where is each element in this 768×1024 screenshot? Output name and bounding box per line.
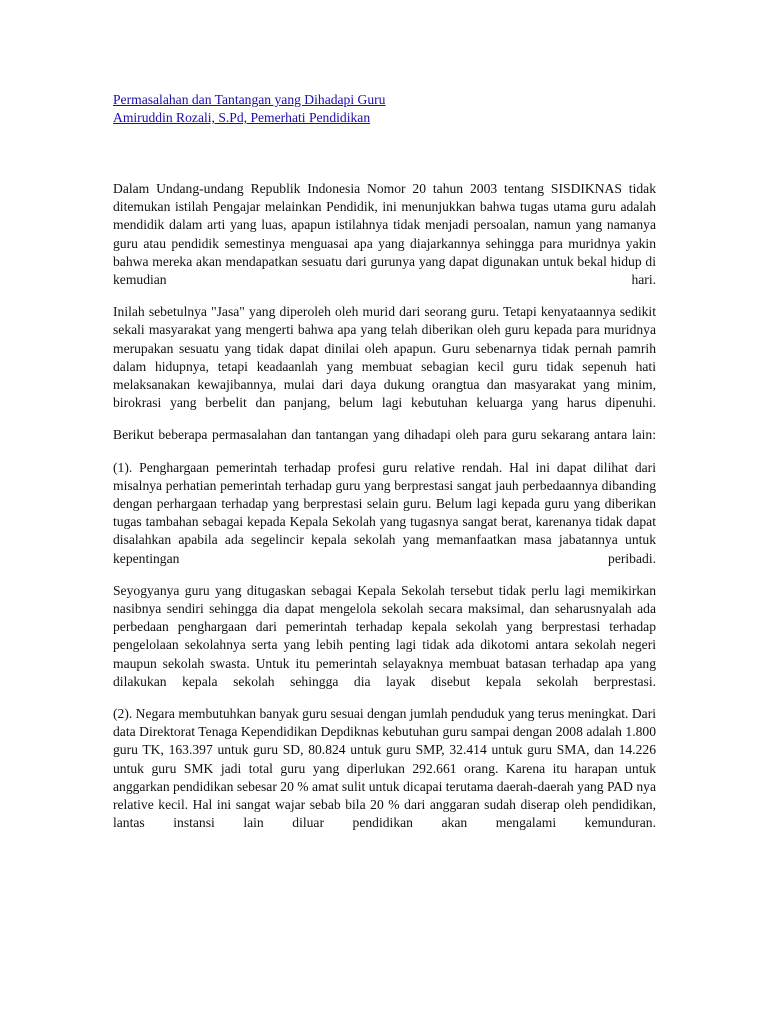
paragraph-point-2: (2). Negara membutuhkan banyak guru sesuai dengan jumlah penduduk yang terus meningkat. Dari data Direktorat Tenaga Kependidikan Depdiknas kebutuhan guru sampai dengan 2008 adalah 1.800 guru TK, 163.397 untuk guru SD, 80.824 untuk guru SMP, 32.414 untuk guru SMA, dan 14.226 untuk guru SMK jadi total guru yang diperlukan 292.661 orang. Karena itu harapan untuk anggarkan pendidikan sebesar 20 % amat sulit untuk dicapai terutama daerah-daerah yang PAD nya relative kecil. Hal ini sangat wajar sebab bila 20 % dari anggaran sudah diserap oleh pendidikan, lantas instansi lain diluar pendidikan akan mengalami kemunduran. (113, 706, 656, 831)
paragraph-list-intro: Berikut beberapa permasalahan dan tantangan yang dihadapi oleh para guru sekarang antara lain: (113, 427, 656, 443)
paragraph-kepala-sekolah: Seyogyanya guru yang ditugaskan sebagai Kepala Sekolah tersebut tidak perlu lagi memikirkan nasibnya sendiri sehingga dia dapat mengelola sekolah secara maksimal, dan seharusnyalah ada perbedaan penghargaan dari pemerintah terhadap kepala sekolah yang berprestasi terhadap pengelolaan sekolahnya serta yang lebih penting lagi tidak ada dikotomi antara sekolah negeri maupun sekolah swasta. Untuk itu pemerintah selayaknya membuat batasan terhadap apa yang dilakukan kepala sekolah sehingga dia layak disebut kepala sekolah berprestasi. (113, 582, 656, 689)
header-links (113, 91, 656, 127)
article-body (113, 180, 656, 833)
paragraph-intro: Dalam Undang-undang Republik Indonesia Nomor 20 tahun 2003 tentang SISDIKNAS tidak ditemukan istilah Pengajar melainkan Pendidik, ini menunjukkan bahwa tugas utama guru adalah mendidik dalam arti yang luas, apapun istilahnya tidak menjadi persoalan, namun yang namanya guru atau pendidik semestinya menguasai apa yang diajarkannya sehingga para muridnya yakin bahwa mereka akan mendapatkan sesuatu dari gurunya yang dapat digunakan untuk bekal hidup di kemudian hari. (113, 181, 656, 288)
paragraph-point-1: (1). Penghargaan pemerintah terhadap profesi guru relative rendah. Hal ini dapat dilihat dari misalnya perhatian pemerintah terhadap guru yang berprestasi sangat jauh perbedaannya dibanding dengan perhargaan terhadap yang berprestasi selain guru. Belum lagi kepada guru yang diberikan tugas tambahan sebagai kepada Kepala Sekolah yang tugasnya sangat berat, karenanya tidak dapat disalahkan apabila ada segelincir kepala sekolah yang memanfaatkan masa jabatannya untuk kepentingan peribadi. (113, 459, 656, 566)
document-page (113, 91, 656, 847)
paragraph-jasa: Inilah sebetulnya "Jasa" yang diperoleh oleh murid dari seorang guru. Tetapi kenyataannya sedikit sekali masyarakat yang mengerti bahwa apa yang telah diberikan oleh guru kepada para muridnya merupakan sesuatu yang tidak dapat dinilai oleh apapun. Guru sebenarnya tidak pernah pamrih dalam hidupnya, tetapi keadaanlah yang membuat sebagian kecil guru tidak sepenuh hati melaksanakan kewajibannya, mulai dari daya dukung orangtua dan masyarakat yang minim, birokrasi yang berbelit dan panjang, belum lagi kebutuhan keluarga yang harus dipenuhi. (113, 304, 656, 411)
article-title-link[interactable]: Permasalahan dan Tantangan yang Dihadapi Guru (113, 92, 386, 107)
author-link[interactable]: Amiruddin Rozali, S.Pd, Pemerhati Pendidikan (113, 110, 371, 125)
